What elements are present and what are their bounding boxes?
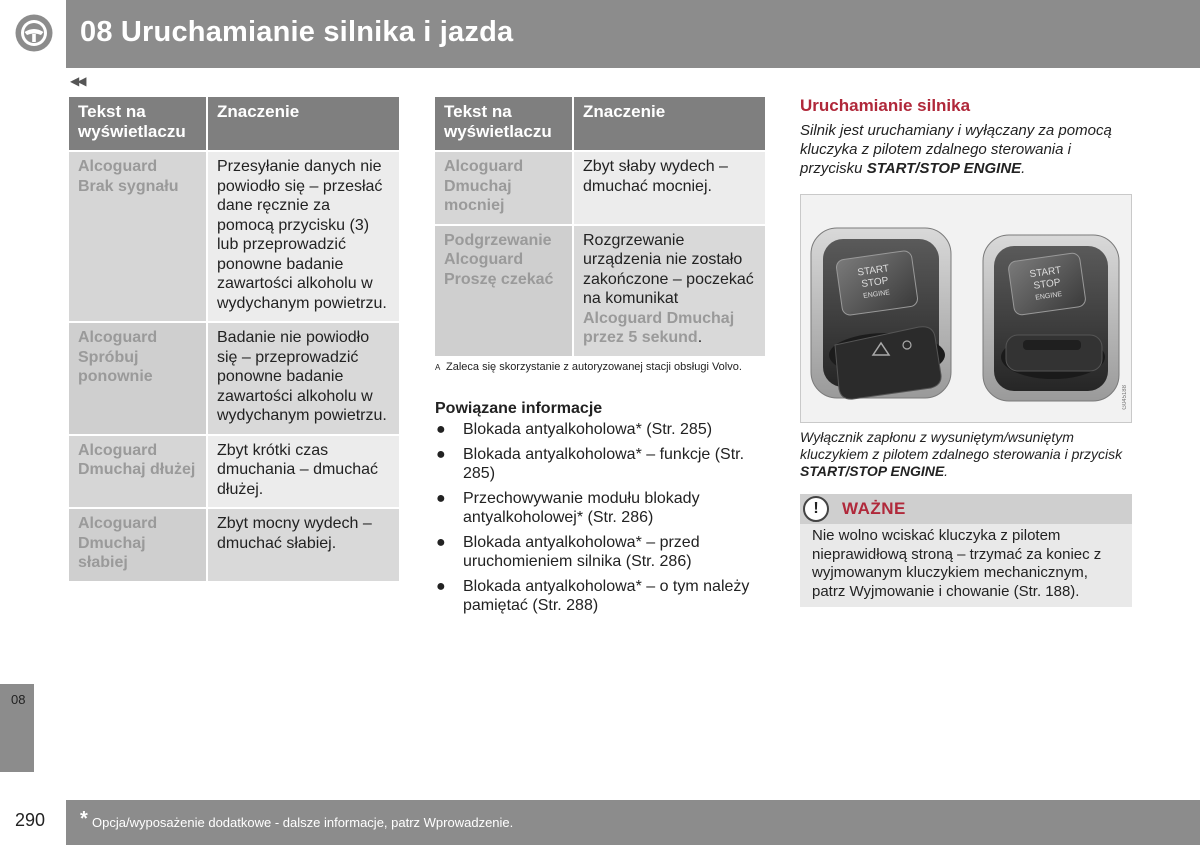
important-label: WAŻNE <box>842 499 906 518</box>
meaning-cell: Zbyt mocny wydech – dmuchać słabiej. <box>207 508 399 581</box>
column-header: Znaczenie <box>207 97 399 151</box>
bullet-icon: ● <box>436 421 446 438</box>
ignition-photo <box>800 194 1132 423</box>
bullet-icon: ● <box>436 445 446 463</box>
chapter-icon-area <box>0 0 66 68</box>
table-row <box>435 151 765 225</box>
bullet-icon: ● <box>436 533 446 551</box>
steering-wheel-icon <box>14 13 54 53</box>
chapter-number: 08 <box>11 692 26 707</box>
important-text: Nie wolno wciskać kluczyka z pilotem nieprawidłową stroną – trzymać za koniec z wyjmowanym kluczykiem mechanicznym, patrz Wyjmowanie i chowanie (Str. 188). <box>812 527 1102 600</box>
related-info-list <box>435 420 765 621</box>
related-link-text: Blokada antyalkoholowa* – o tym należy pamiętać (Str. 288) <box>463 577 750 614</box>
table-header-row <box>435 97 765 151</box>
intro-end: . <box>1021 160 1026 177</box>
ignition-unit-key-inserted <box>811 228 951 399</box>
intro-text: Silnik jest uruchamiany i wyłączany za pomocą kluczyka z pilotem zdalnego sterowania i przycisku <box>800 122 1112 177</box>
related-link-text: Blokada antyalkoholowa* – przed uruchomieniem silnika (Str. 286) <box>463 533 700 570</box>
meaning-text: Rozgrzewanie urządzenia nie zostało zakończone – poczekać na komunikat <box>583 231 754 307</box>
table-row <box>435 225 765 356</box>
meaning-cell: Zbyt słaby wydech – dmuchać mocniej. <box>573 151 765 225</box>
meaning-text-end: . <box>697 329 703 346</box>
photo-caption <box>800 429 1132 480</box>
meaning-cell: Zbyt krótki czas dmuchania – dmuchać dłużej. <box>207 435 399 509</box>
related-link[interactable] <box>435 577 765 616</box>
table-header-row <box>69 97 399 151</box>
table-row <box>69 435 399 509</box>
image-code: G045188 <box>1122 385 1128 410</box>
double-chevron-left-icon[interactable]: ◀◀ <box>70 74 85 88</box>
button-label-line: START <box>1028 264 1062 281</box>
button-label-line: ENGINE <box>862 289 891 301</box>
column-header: Znaczenie <box>573 97 765 151</box>
table-row <box>69 322 399 435</box>
display-text-cell: Alcoguard Spróbuj ponownie <box>69 322 207 435</box>
meaning-cell <box>573 225 765 356</box>
related-link-text: Przechowywanie modułu blokady antyalkoholowej* (Str. 286) <box>463 489 700 526</box>
display-text-cell: Alcoguard Dmuchaj mocniej <box>435 151 573 225</box>
section-intro <box>800 121 1132 178</box>
display-text-table-1 <box>69 97 399 581</box>
footer-note: Opcja/wyposażenie dodatkowe - dalsze informacje, patrz Wprowadzenie. <box>92 815 514 830</box>
section-title: Uruchamianie silnika <box>800 96 971 115</box>
exclamation-icon: ! <box>803 496 829 522</box>
meaning-cell: Badanie nie powiodło się – przeprowadzić ponowne badanie zawartości alkoholu w wydychanym powietrzu. <box>207 322 399 435</box>
ignition-unit-key-removed <box>983 235 1119 401</box>
message-highlight: Alcoguard Dmuchaj przez 5 sekund <box>583 309 735 346</box>
ignition-illustration <box>801 195 1132 423</box>
header-bar <box>66 0 1200 68</box>
page-title: 08 Uruchamianie silnika i jazda <box>80 16 514 48</box>
related-link[interactable] <box>435 489 765 528</box>
footnote <box>435 361 765 374</box>
meaning-cell: Przesyłanie danych nie powiodło się – przesłać dane ręcznie za pomocą przycisku (3) lub przeprowadzić ponowne badanie zawartości alkoholu w wydychanym powietrzu. <box>207 151 399 322</box>
related-link[interactable] <box>435 445 765 484</box>
related-link-text: Blokada antyalkoholowa* – funkcje (Str. 285) <box>463 445 745 482</box>
display-text-cell: Alcoguard Brak sygnału <box>69 151 207 322</box>
related-info-heading: Powiązane informacje <box>435 400 603 417</box>
bullet-icon: ● <box>436 489 446 507</box>
footnote-marker: A <box>435 363 441 372</box>
column-header: Tekst na wyświetlaczu <box>69 97 207 151</box>
intro-button-name: START/STOP ENGINE <box>866 160 1022 177</box>
related-link[interactable] <box>435 420 765 440</box>
bullet-icon: ● <box>436 577 446 595</box>
table-row <box>69 151 399 322</box>
button-label-line: STOP <box>860 275 890 291</box>
footer-asterisk: * <box>80 808 88 830</box>
caption-button-name: START/STOP ENGINE <box>800 463 945 479</box>
display-text-table-2 <box>435 97 765 356</box>
table-row <box>69 508 399 581</box>
footnote-text: Zaleca się skorzystanie z autoryzowanej stacji obsługi Volvo. <box>446 361 742 373</box>
display-text-cell: Podgrzewanie Alcoguard Proszę czekać <box>435 225 573 356</box>
caption-end: . <box>944 463 949 479</box>
button-label-line: ENGINE <box>1034 291 1063 302</box>
button-label-line: START <box>856 263 890 279</box>
caption-text: Wyłącznik zapłonu z wysuniętym/wsuniętym kluczykiem z pilotem zdalnego sterowania i przycisk <box>800 429 1123 462</box>
button-label-line: STOP <box>1032 277 1062 292</box>
column-header: Tekst na wyświetlaczu <box>435 97 573 151</box>
important-header <box>800 494 1132 524</box>
related-link[interactable] <box>435 533 765 572</box>
page-number: 290 <box>15 810 46 830</box>
important-box <box>800 494 1132 607</box>
display-text-cell: Alcoguard Dmuchaj słabiej <box>69 508 207 581</box>
display-text-cell: Alcoguard Dmuchaj dłużej <box>69 435 207 509</box>
chapter-tab <box>0 684 34 772</box>
related-link-text: Blokada antyalkoholowa* (Str. 285) <box>463 421 713 438</box>
